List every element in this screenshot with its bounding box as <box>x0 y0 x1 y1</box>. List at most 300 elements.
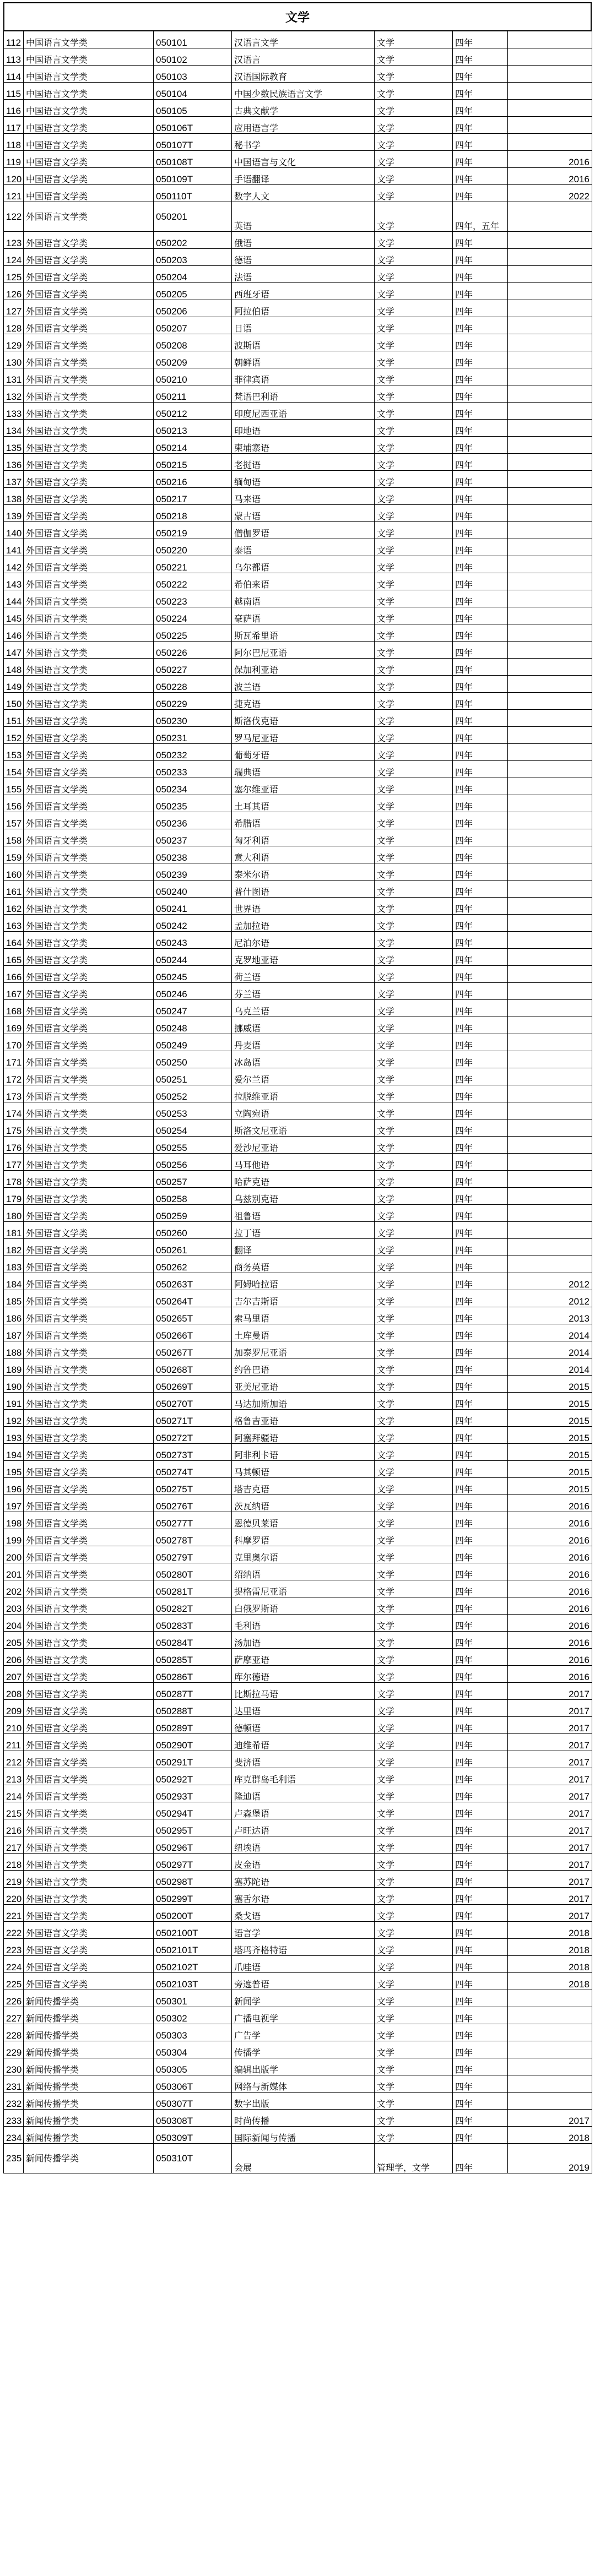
major-code-cell: 050232 <box>154 744 232 761</box>
degree-cell: 文学 <box>375 693 453 710</box>
major-name-cell: 约鲁巴语 <box>232 1358 375 1376</box>
category-cell: 外国语言文学类 <box>24 1512 154 1529</box>
duration-cell: 四年 <box>453 100 508 117</box>
major-name-cell: 瑞典语 <box>232 761 375 778</box>
major-code-cell: 050237 <box>154 829 232 846</box>
year-added-cell: 2016 <box>508 1632 592 1649</box>
major-code-cell: 050205 <box>154 283 232 300</box>
row-number-cell: 130 <box>4 351 24 368</box>
category-cell: 外国语言文学类 <box>24 1273 154 1290</box>
category-cell: 外国语言文学类 <box>24 1649 154 1666</box>
degree-cell: 文学 <box>375 590 453 607</box>
major-code-cell: 050276T <box>154 1495 232 1512</box>
major-code-cell: 0502100T <box>154 1922 232 1939</box>
table-row <box>4 1478 592 1495</box>
year-added-cell <box>508 642 592 659</box>
table-row <box>4 1358 592 1376</box>
row-number-cell: 213 <box>4 1768 24 1785</box>
row-number-cell: 166 <box>4 966 24 983</box>
table-row <box>4 1119 592 1137</box>
category-cell: 外国语言文学类 <box>24 863 154 881</box>
row-number-cell: 129 <box>4 334 24 351</box>
duration-cell: 四年 <box>453 1734 508 1751</box>
duration-cell: 四年 <box>453 881 508 898</box>
major-name-cell: 立陶宛语 <box>232 1102 375 1119</box>
major-name-cell: 秘书学 <box>232 134 375 151</box>
category-cell: 外国语言文学类 <box>24 829 154 846</box>
table-row <box>4 2093 592 2110</box>
duration-cell: 四年 <box>453 1495 508 1512</box>
degree-cell: 文学 <box>375 1256 453 1273</box>
major-name-cell: 泰语 <box>232 539 375 556</box>
table-row <box>4 1734 592 1751</box>
major-name-cell: 波斯语 <box>232 334 375 351</box>
row-number-cell: 161 <box>4 881 24 898</box>
row-number-cell: 119 <box>4 151 24 168</box>
category-cell: 外国语言文学类 <box>24 1615 154 1632</box>
table-row <box>4 1239 592 1256</box>
row-number-cell: 139 <box>4 505 24 522</box>
major-code-cell: 050263T <box>154 1273 232 1290</box>
duration-cell: 四年 <box>453 1973 508 1990</box>
category-cell: 外国语言文学类 <box>24 932 154 949</box>
duration-cell: 四年 <box>453 488 508 505</box>
degree-cell: 文学 <box>375 1205 453 1222</box>
duration-cell: 四年 <box>453 898 508 915</box>
major-name-cell: 古典文献学 <box>232 100 375 117</box>
category-cell: 外国语言文学类 <box>24 1888 154 1905</box>
duration-cell: 四年 <box>453 2093 508 2110</box>
duration-cell: 四年 <box>453 168 508 185</box>
category-cell: 外国语言文学类 <box>24 1922 154 1939</box>
row-number-cell: 173 <box>4 1085 24 1102</box>
year-added-cell <box>508 898 592 915</box>
year-added-cell <box>508 1188 592 1205</box>
table-row <box>4 1922 592 1939</box>
duration-cell: 四年 <box>453 915 508 932</box>
major-name-cell: 新闻学 <box>232 1990 375 2007</box>
major-code-cell: 050307T <box>154 2093 232 2110</box>
major-name-cell: 斯洛文尼亚语 <box>232 1119 375 1137</box>
duration-cell: 四年 <box>453 829 508 846</box>
major-code-cell: 050250 <box>154 1051 232 1068</box>
major-code-cell: 050258 <box>154 1188 232 1205</box>
degree-cell: 文学 <box>375 2024 453 2041</box>
major-name-cell: 汉语言文学 <box>232 31 375 48</box>
major-code-cell: 050271T <box>154 1410 232 1427</box>
year-added-cell: 2017 <box>508 1700 592 1717</box>
duration-cell: 四年 <box>453 1785 508 1802</box>
major-name-cell: 马达加斯加语 <box>232 1393 375 1410</box>
category-cell: 外国语言文学类 <box>24 1836 154 1854</box>
table-row <box>4 1000 592 1017</box>
year-added-cell <box>508 846 592 863</box>
year-added-cell: 2017 <box>508 1836 592 1854</box>
major-name-cell: 库尔德语 <box>232 1666 375 1683</box>
row-number-cell: 121 <box>4 185 24 202</box>
category-cell: 外国语言文学类 <box>24 1017 154 1034</box>
major-name-cell: 索马里语 <box>232 1307 375 1324</box>
category-cell: 外国语言文学类 <box>24 881 154 898</box>
row-number-cell: 178 <box>4 1171 24 1188</box>
major-code-cell: 050298T <box>154 1871 232 1888</box>
year-added-cell <box>508 829 592 846</box>
row-number-cell: 115 <box>4 83 24 100</box>
major-code-cell: 050239 <box>154 863 232 881</box>
category-cell: 外国语言文学类 <box>24 1290 154 1307</box>
category-cell: 外国语言文学类 <box>24 744 154 761</box>
major-name-cell: 波兰语 <box>232 676 375 693</box>
major-name-cell: 法语 <box>232 266 375 283</box>
degree-cell: 文学 <box>375 1000 453 1017</box>
degree-cell: 文学 <box>375 1700 453 1717</box>
degree-cell: 文学 <box>375 624 453 642</box>
row-number-cell: 180 <box>4 1205 24 1222</box>
year-added-cell: 2016 <box>508 1495 592 1512</box>
year-added-cell <box>508 454 592 471</box>
table-row <box>4 539 592 556</box>
major-code-cell: 050279T <box>154 1546 232 1563</box>
table-row <box>4 437 592 454</box>
degree-cell: 文学 <box>375 1307 453 1324</box>
year-added-cell <box>508 915 592 932</box>
table-row <box>4 915 592 932</box>
major-code-cell: 050284T <box>154 1632 232 1649</box>
category-cell: 中国语言文学类 <box>24 48 154 66</box>
year-added-cell: 2016 <box>508 1649 592 1666</box>
degree-cell: 文学 <box>375 744 453 761</box>
table-row <box>4 624 592 642</box>
year-added-cell: 2016 <box>508 1563 592 1580</box>
duration-cell: 四年 <box>453 2007 508 2024</box>
table-row <box>4 659 592 676</box>
major-name-cell: 斯瓦希里语 <box>232 624 375 642</box>
major-name-cell: 数字人文 <box>232 185 375 202</box>
row-number-cell: 220 <box>4 1888 24 1905</box>
category-cell: 新闻传播学类 <box>24 2058 154 2075</box>
category-cell: 外国语言文学类 <box>24 1188 154 1205</box>
year-added-cell <box>508 351 592 368</box>
major-name-cell: 旁遮普语 <box>232 1973 375 1990</box>
major-name-cell: 德顿语 <box>232 1717 375 1734</box>
duration-cell: 四年 <box>453 1939 508 1956</box>
degree-cell: 文学 <box>375 1017 453 1034</box>
row-number-cell: 230 <box>4 2058 24 2075</box>
row-number-cell: 156 <box>4 795 24 812</box>
major-code-cell: 050299T <box>154 1888 232 1905</box>
duration-cell: 四年 <box>453 1802 508 1819</box>
year-added-cell <box>508 1000 592 1017</box>
section-title: 文学 <box>3 2 592 31</box>
year-added-cell <box>508 317 592 334</box>
category-cell: 外国语言文学类 <box>24 1734 154 1751</box>
major-name-cell: 广告学 <box>232 2024 375 2041</box>
major-code-cell: 050254 <box>154 1119 232 1137</box>
table-row <box>4 1649 592 1666</box>
table-row <box>4 761 592 778</box>
table-row <box>4 710 592 727</box>
category-cell: 外国语言文学类 <box>24 1256 154 1273</box>
major-name-cell: 印度尼西亚语 <box>232 403 375 420</box>
major-name-cell: 隆迪语 <box>232 1785 375 1802</box>
duration-cell: 四年 <box>453 1119 508 1137</box>
year-added-cell <box>508 1017 592 1034</box>
duration-cell: 四年 <box>453 966 508 983</box>
major-name-cell: 克里奥尔语 <box>232 1546 375 1563</box>
degree-cell: 文学 <box>375 1751 453 1768</box>
degree-cell: 文学 <box>375 932 453 949</box>
year-added-cell: 2017 <box>508 1871 592 1888</box>
category-cell: 外国语言文学类 <box>24 693 154 710</box>
major-code-cell: 050290T <box>154 1734 232 1751</box>
table-row <box>4 2127 592 2144</box>
degree-cell: 文学 <box>375 1529 453 1546</box>
major-code-cell: 050105 <box>154 100 232 117</box>
table-row <box>4 1939 592 1956</box>
year-added-cell: 2017 <box>508 1802 592 1819</box>
category-cell: 外国语言文学类 <box>24 368 154 385</box>
row-number-cell: 204 <box>4 1615 24 1632</box>
duration-cell: 四年，五年 <box>453 202 508 232</box>
major-code-cell: 050247 <box>154 1000 232 1017</box>
major-name-cell: 拉丁语 <box>232 1222 375 1239</box>
year-added-cell <box>508 676 592 693</box>
year-added-cell <box>508 778 592 795</box>
degree-cell: 文学 <box>375 881 453 898</box>
degree-cell: 文学 <box>375 983 453 1000</box>
row-number-cell: 207 <box>4 1666 24 1683</box>
table-row <box>4 1632 592 1649</box>
category-cell: 外国语言文学类 <box>24 846 154 863</box>
category-cell: 中国语言文学类 <box>24 185 154 202</box>
duration-cell: 四年 <box>453 1017 508 1034</box>
duration-cell: 四年 <box>453 1563 508 1580</box>
duration-cell: 四年 <box>453 1922 508 1939</box>
major-name-cell: 数字出版 <box>232 2093 375 2110</box>
category-cell: 外国语言文学类 <box>24 898 154 915</box>
category-cell: 外国语言文学类 <box>24 1939 154 1956</box>
major-code-cell: 050257 <box>154 1171 232 1188</box>
degree-cell: 文学 <box>375 300 453 317</box>
category-cell: 外国语言文学类 <box>24 488 154 505</box>
table-row <box>4 1973 592 1990</box>
degree-cell: 文学 <box>375 505 453 522</box>
degree-cell: 文学 <box>375 1615 453 1632</box>
category-cell: 外国语言文学类 <box>24 1410 154 1427</box>
duration-cell: 四年 <box>453 1376 508 1393</box>
category-cell: 外国语言文学类 <box>24 1495 154 1512</box>
major-name-cell: 白俄罗斯语 <box>232 1597 375 1615</box>
category-cell: 外国语言文学类 <box>24 317 154 334</box>
major-name-cell: 翻译 <box>232 1239 375 1256</box>
degree-cell: 文学 <box>375 1188 453 1205</box>
category-cell: 外国语言文学类 <box>24 1427 154 1444</box>
major-code-cell: 050303 <box>154 2024 232 2041</box>
table-row <box>4 1854 592 1871</box>
duration-cell: 四年 <box>453 1085 508 1102</box>
category-cell: 外国语言文学类 <box>24 659 154 676</box>
year-added-cell <box>508 624 592 642</box>
major-code-cell: 050259 <box>154 1205 232 1222</box>
duration-cell: 四年 <box>453 607 508 624</box>
table-row <box>4 1171 592 1188</box>
major-code-cell: 050288T <box>154 1700 232 1717</box>
row-number-cell: 174 <box>4 1102 24 1119</box>
row-number-cell: 219 <box>4 1871 24 1888</box>
major-name-cell: 爱沙尼亚语 <box>232 1137 375 1154</box>
row-number-cell: 195 <box>4 1461 24 1478</box>
duration-cell: 四年 <box>453 1341 508 1358</box>
major-code-cell: 050286T <box>154 1666 232 1683</box>
table-row <box>4 283 592 300</box>
major-code-cell: 050306T <box>154 2075 232 2093</box>
duration-cell: 四年 <box>453 66 508 83</box>
duration-cell: 四年 <box>453 83 508 100</box>
degree-cell: 文学 <box>375 420 453 437</box>
row-number-cell: 158 <box>4 829 24 846</box>
year-added-cell: 2016 <box>508 1615 592 1632</box>
duration-cell: 四年 <box>453 505 508 522</box>
table-row <box>4 812 592 829</box>
row-number-cell: 168 <box>4 1000 24 1017</box>
row-number-cell: 150 <box>4 693 24 710</box>
year-added-cell <box>508 403 592 420</box>
table-row <box>4 1017 592 1034</box>
duration-cell: 四年 <box>453 117 508 134</box>
table-row <box>4 266 592 283</box>
major-name-cell: 葡萄牙语 <box>232 744 375 761</box>
major-code-cell: 050270T <box>154 1393 232 1410</box>
major-name-cell: 比斯拉马语 <box>232 1683 375 1700</box>
category-cell: 外国语言文学类 <box>24 249 154 266</box>
category-cell: 外国语言文学类 <box>24 607 154 624</box>
table-row <box>4 846 592 863</box>
major-code-cell: 050269T <box>154 1376 232 1393</box>
major-name-cell: 土耳其语 <box>232 795 375 812</box>
major-code-cell: 050283T <box>154 1615 232 1632</box>
table-row <box>4 1819 592 1836</box>
degree-cell: 文学 <box>375 1222 453 1239</box>
duration-cell: 四年 <box>453 1410 508 1427</box>
category-cell: 外国语言文学类 <box>24 300 154 317</box>
duration-cell: 四年 <box>453 2127 508 2144</box>
year-added-cell: 2017 <box>508 1717 592 1734</box>
degree-cell: 文学 <box>375 812 453 829</box>
degree-cell: 文学 <box>375 829 453 846</box>
year-added-cell: 2016 <box>508 1546 592 1563</box>
row-number-cell: 223 <box>4 1939 24 1956</box>
row-number-cell: 141 <box>4 539 24 556</box>
year-added-cell <box>508 283 592 300</box>
category-cell: 外国语言文学类 <box>24 1358 154 1376</box>
major-name-cell: 会展 <box>232 2144 375 2173</box>
table-row <box>4 454 592 471</box>
degree-cell: 文学 <box>375 642 453 659</box>
year-added-cell <box>508 1034 592 1051</box>
duration-cell: 四年 <box>453 1546 508 1563</box>
duration-cell: 四年 <box>453 932 508 949</box>
category-cell: 新闻传播学类 <box>24 2127 154 2144</box>
table-row <box>4 1085 592 1102</box>
duration-cell: 四年 <box>453 2144 508 2173</box>
degree-cell: 文学 <box>375 1085 453 1102</box>
major-name-cell: 亚美尼亚语 <box>232 1376 375 1393</box>
major-name-cell: 尼泊尔语 <box>232 932 375 949</box>
table-row <box>4 1051 592 1068</box>
duration-cell: 四年 <box>453 266 508 283</box>
major-code-cell: 050275T <box>154 1478 232 1495</box>
major-code-cell: 050106T <box>154 117 232 134</box>
major-name-cell: 俄语 <box>232 232 375 249</box>
year-added-cell: 2016 <box>508 1512 592 1529</box>
row-number-cell: 135 <box>4 437 24 454</box>
year-added-cell <box>508 795 592 812</box>
table-row <box>4 1580 592 1597</box>
year-added-cell: 2016 <box>508 1580 592 1597</box>
category-cell: 新闻传播学类 <box>24 2041 154 2058</box>
duration-cell: 四年 <box>453 454 508 471</box>
major-code-cell: 050301 <box>154 1990 232 2007</box>
row-number-cell: 227 <box>4 2007 24 2024</box>
degree-cell: 文学 <box>375 915 453 932</box>
duration-cell: 四年 <box>453 1478 508 1495</box>
duration-cell: 四年 <box>453 846 508 863</box>
major-name-cell: 德语 <box>232 249 375 266</box>
table-row <box>4 642 592 659</box>
duration-cell: 四年 <box>453 151 508 168</box>
category-cell: 外国语言文学类 <box>24 266 154 283</box>
duration-cell: 四年 <box>453 624 508 642</box>
row-number-cell: 217 <box>4 1836 24 1854</box>
table-row <box>4 1393 592 1410</box>
year-added-cell <box>508 232 592 249</box>
category-cell: 外国语言文学类 <box>24 1973 154 1990</box>
major-name-cell: 保加利亚语 <box>232 659 375 676</box>
major-name-cell: 汉语国际教育 <box>232 66 375 83</box>
degree-cell: 文学 <box>375 2007 453 2024</box>
row-number-cell: 176 <box>4 1137 24 1154</box>
duration-cell: 四年 <box>453 795 508 812</box>
table-row <box>4 2024 592 2041</box>
year-added-cell: 2018 <box>508 1922 592 1939</box>
table-row <box>4 744 592 761</box>
year-added-cell: 2014 <box>508 1341 592 1358</box>
duration-cell: 四年 <box>453 1854 508 1871</box>
major-code-cell: 050280T <box>154 1563 232 1580</box>
table-row <box>4 100 592 117</box>
table-row <box>4 676 592 693</box>
table-row <box>4 522 592 539</box>
major-name-cell: 阿塞拜疆语 <box>232 1427 375 1444</box>
major-code-cell: 050243 <box>154 932 232 949</box>
row-number-cell: 203 <box>4 1597 24 1615</box>
degree-cell: 文学 <box>375 1461 453 1478</box>
table-row <box>4 232 592 249</box>
duration-cell: 四年 <box>453 1051 508 1068</box>
year-added-cell: 2018 <box>508 1973 592 1990</box>
category-cell: 外国语言文学类 <box>24 1751 154 1768</box>
major-name-cell: 传播学 <box>232 2041 375 2058</box>
duration-cell: 四年 <box>453 1324 508 1341</box>
row-number-cell: 200 <box>4 1546 24 1563</box>
major-code-cell: 050302 <box>154 2007 232 2024</box>
major-code-cell: 050219 <box>154 522 232 539</box>
row-number-cell: 225 <box>4 1973 24 1990</box>
year-added-cell: 2018 <box>508 2127 592 2144</box>
year-added-cell <box>508 1239 592 1256</box>
row-number-cell: 165 <box>4 949 24 966</box>
year-added-cell <box>508 266 592 283</box>
